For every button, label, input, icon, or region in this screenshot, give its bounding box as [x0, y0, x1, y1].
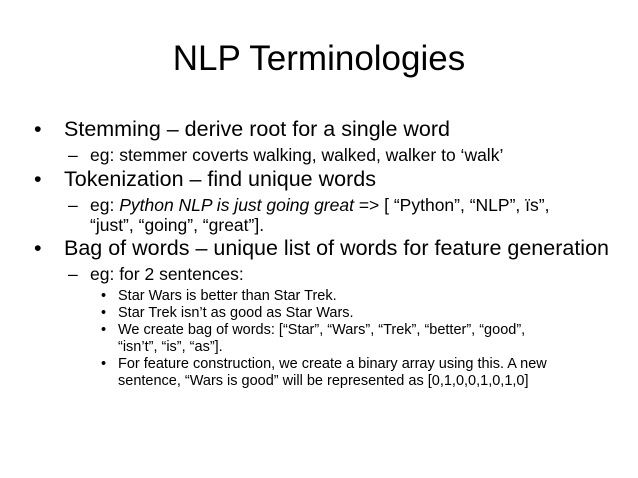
sentence-one: Star Wars is better than Star Trek.	[118, 288, 337, 304]
sub-bullet-sentences-intro: eg: for 2 sentences:	[90, 264, 244, 284]
bag-of-words-list-cont: “isn’t”, “is”, “as”].	[118, 339, 223, 355]
example-prefix: eg:	[90, 195, 120, 215]
bullet-dot: •	[34, 167, 42, 191]
dash-marker: –	[68, 264, 78, 284]
bullet-dot: •	[34, 117, 42, 141]
dash-marker: –	[68, 195, 78, 215]
example-sentence: Python NLP is just going great	[119, 195, 354, 215]
small-bullet-dot: •	[101, 288, 107, 304]
sub-bullet-stemming-example: eg: stemmer coverts walking, walked, walker to ‘walk’	[90, 145, 504, 165]
small-bullet-dot: •	[101, 322, 107, 338]
small-bullet-dot: •	[101, 356, 107, 372]
bullet-dot: •	[34, 236, 42, 260]
dash-marker: –	[68, 145, 78, 165]
feature-construction-note: For feature construction, we create a binary array using this. A new	[118, 356, 547, 372]
feature-construction-note-cont: sentence, “Wars is good” will be represented as [0,1,0,0,1,0,1,0]	[118, 373, 529, 389]
slide-title: NLP Terminologies	[172, 39, 466, 78]
example-tokens: => [ “Python”, “NLP”, ïs”,	[353, 195, 550, 215]
sentence-two: Star Trek isn’t as good as Star Wars.	[118, 305, 354, 321]
bullet-tokenization: Tokenization – find unique words	[64, 167, 376, 191]
bag-of-words-list: We create bag of words: [“Star”, “Wars”, “Trek”, “better”, “good”,	[118, 322, 526, 338]
small-bullet-dot: •	[101, 305, 107, 321]
sub-bullet-tokenization-example	[90, 194, 549, 216]
bullet-bag-of-words: Bag of words – unique list of words for feature generation	[64, 236, 609, 260]
bullet-stemming: Stemming – derive root for a single word	[64, 117, 450, 141]
sub-bullet-tokenization-example-cont: “just”, “going”, “great”].	[90, 215, 265, 235]
